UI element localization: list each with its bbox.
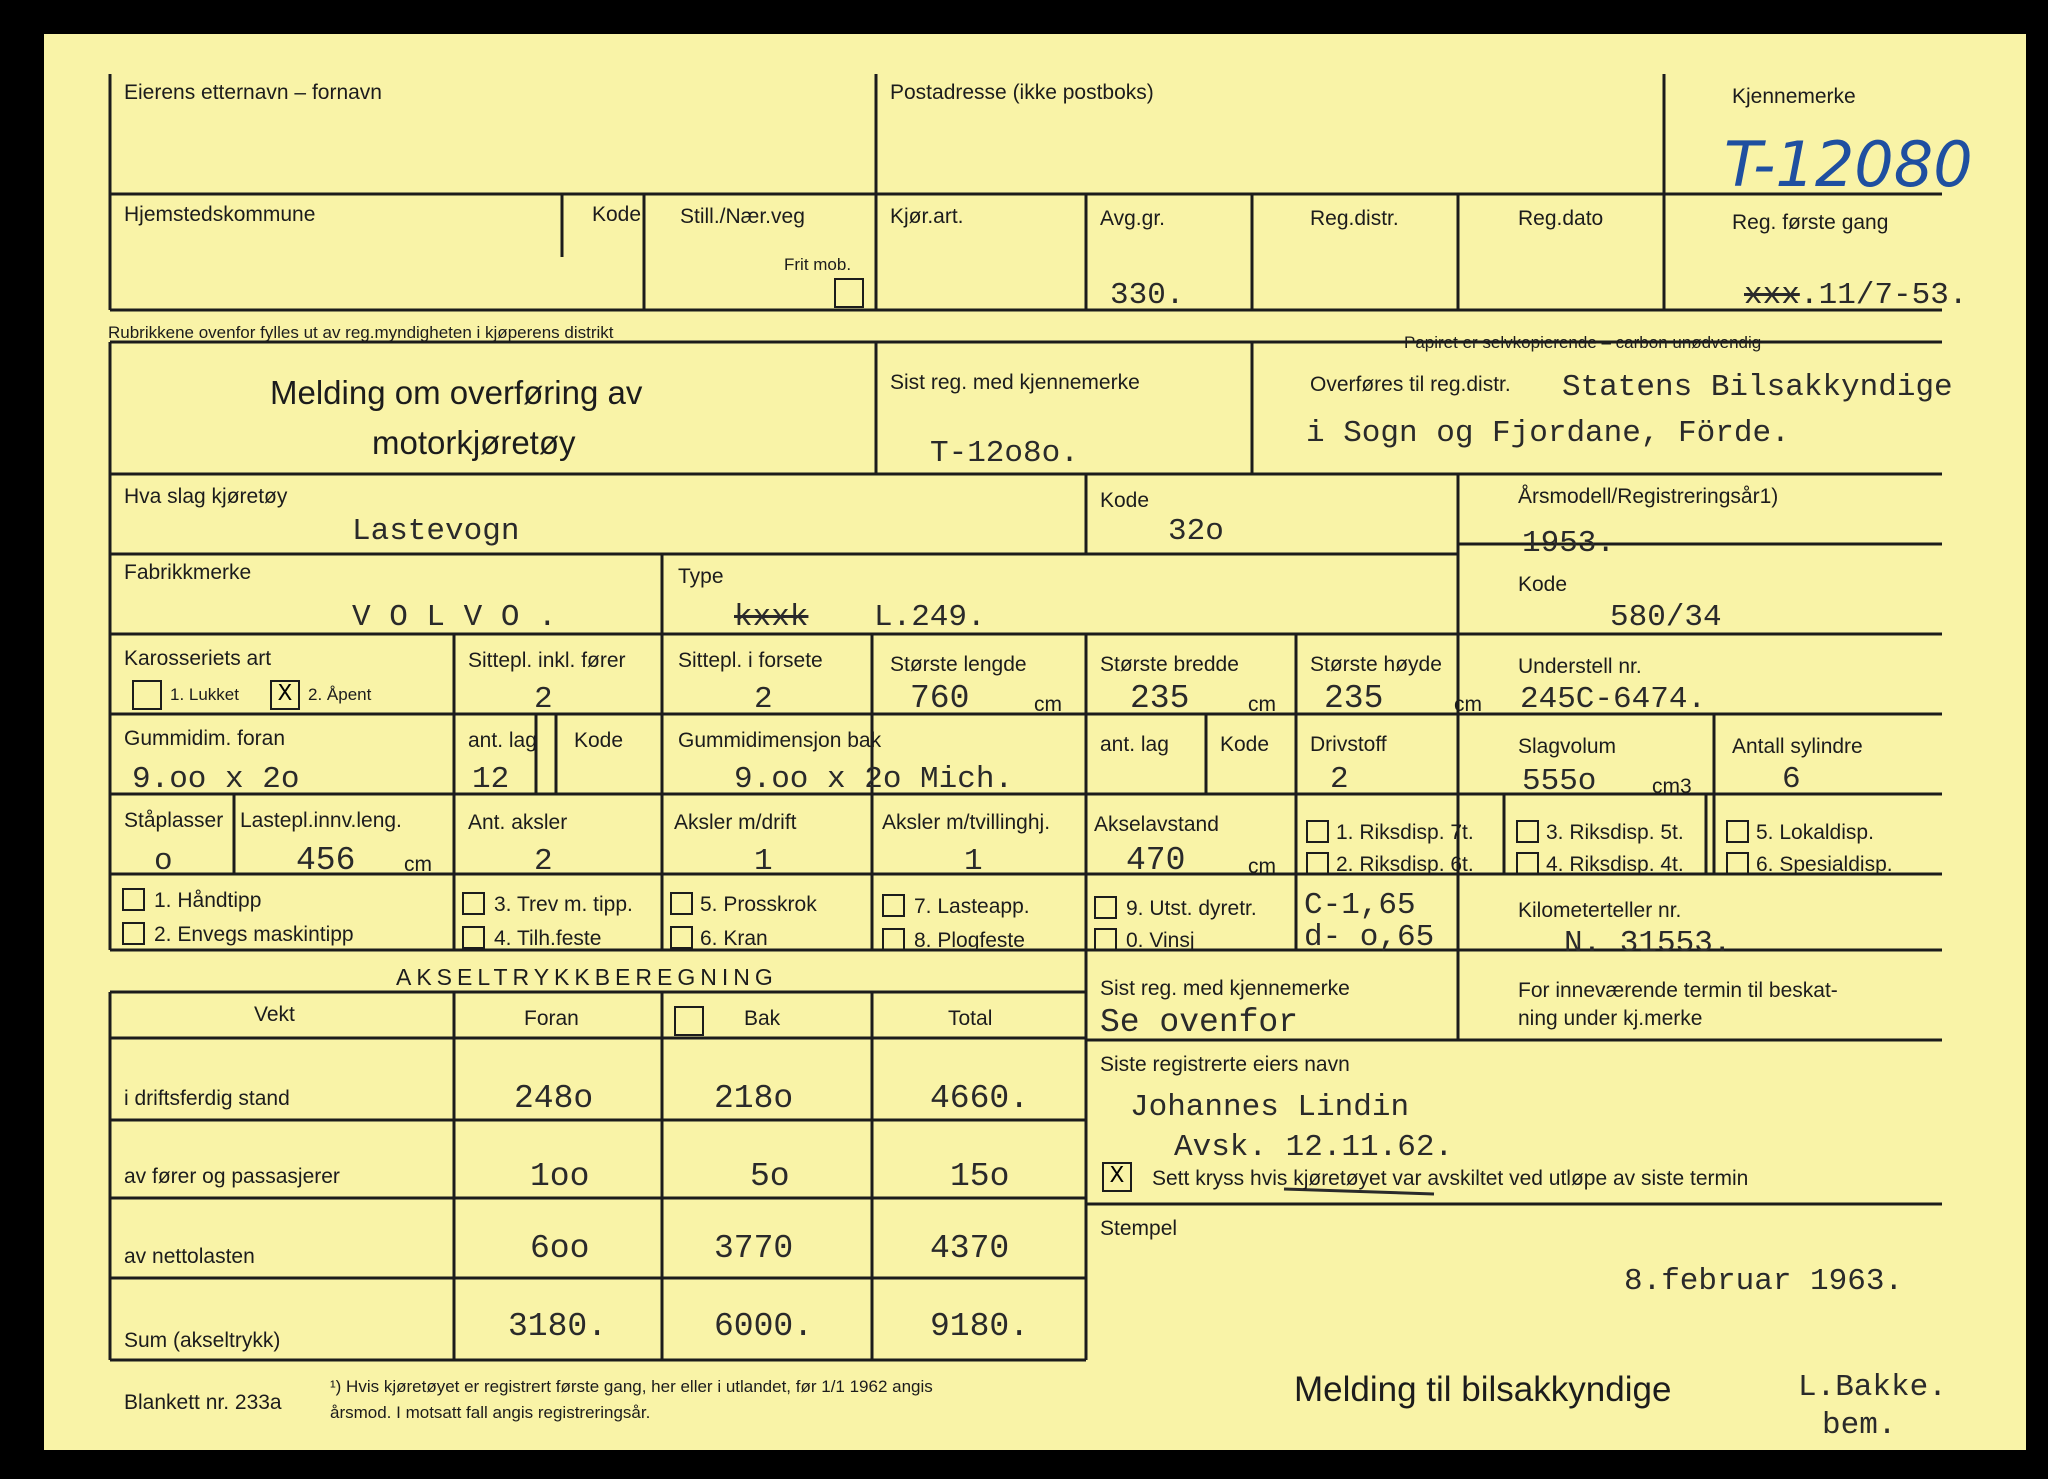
make-label: Fabrikkmerke xyxy=(124,561,252,584)
cylinders-value: 6 xyxy=(1782,762,1801,797)
body-open-label: 2. Åpent xyxy=(308,685,372,704)
col-front-header: Foran xyxy=(524,1007,579,1030)
model-year-value: 1953. xyxy=(1522,526,1616,561)
col-total-header: Total xyxy=(948,1007,993,1030)
signature-line-2: bem. xyxy=(1822,1408,1897,1443)
exemption-2-checkbox[interactable] xyxy=(1306,852,1329,875)
max-width-label: Største bredde xyxy=(1100,653,1239,676)
first-registration-date: .11/7-53. xyxy=(1800,278,1968,313)
row-sum-label: Sum (akseltrykk) xyxy=(124,1329,281,1352)
equip-0-checkbox[interactable] xyxy=(1094,928,1117,951)
equip-2-label: 2. Envegs maskintipp xyxy=(154,923,354,946)
stamp-label: Stempel xyxy=(1100,1217,1178,1240)
equip-7-label: 7. Lasteapp. xyxy=(914,895,1030,918)
exemption-6-label: 6. Spesialdisp. xyxy=(1756,853,1893,876)
equip-2-checkbox[interactable] xyxy=(122,922,145,945)
postal-address-label: Postadresse (ikke postboks) xyxy=(890,81,1154,104)
ply-rear-label: ant. lag xyxy=(1100,733,1169,756)
registration-form-card xyxy=(44,34,2026,1450)
cargo-length-unit: cm xyxy=(404,853,432,876)
current-term-label-2: ning under kj.merke xyxy=(1518,1007,1703,1030)
twin-wheel-axles-value: 1 xyxy=(964,844,983,879)
registration-mark-label: Kjennemerke xyxy=(1732,85,1856,108)
exemption-4-label: 4. Riksdisp. 4t. xyxy=(1546,853,1684,876)
ply-front-value: 12 xyxy=(472,762,510,797)
axle-calc-heading: AKSELTRYKKBEREGNING xyxy=(396,964,778,990)
type-struck-value: kxxk xyxy=(734,600,809,635)
footnote-line-2: årsmod. I motsatt fall angis registreringsår. xyxy=(330,1403,651,1422)
tyre-rear-label: Gummidimensjon bak xyxy=(678,729,882,752)
fee-exempt-label: Frit mob. xyxy=(784,255,852,274)
max-height-label: Største høyde xyxy=(1310,653,1442,676)
equip-8-label: 8. Plogfeste xyxy=(914,929,1025,952)
reg-date-label: Reg.dato xyxy=(1518,207,1604,230)
driver-front: 1oo xyxy=(530,1158,590,1195)
d-value: d- o,65 xyxy=(1304,920,1435,955)
exemption-2-label: 2. Riksdisp. 6t. xyxy=(1336,853,1474,876)
equip-9-label: 9. Utst. dyretr. xyxy=(1126,897,1257,920)
odometer-value: N. 31553. xyxy=(1564,926,1732,961)
vehicle-kind-value: Lastevogn xyxy=(352,514,520,549)
driven-axles-label: Aksler m/drift xyxy=(674,811,797,834)
last-owner-label: Siste registrerte eiers navn xyxy=(1100,1053,1350,1076)
equip-7-checkbox[interactable] xyxy=(882,894,905,917)
fuel-label: Drivstoff xyxy=(1310,733,1387,756)
equip-5-checkbox[interactable] xyxy=(670,892,693,915)
max-width-value: 235 xyxy=(1130,680,1190,717)
deregistered-note: Sett kryss hvis kjøretøyet var avskiltet ved utløpe av siste termin xyxy=(1152,1167,1749,1190)
equip-6-label: 6. Kran xyxy=(700,927,768,950)
footnote-line-1: ¹) Hvis kjøretøyet er registrert første gang, her eller i utlandet, før 1/1 1962 angis xyxy=(330,1377,933,1396)
wheelbase-label: Akselavstand xyxy=(1094,813,1219,836)
displacement-unit: cm3 xyxy=(1652,775,1692,798)
max-height-value: 235 xyxy=(1324,680,1384,717)
type-value: L.249. xyxy=(874,600,986,635)
exemption-1-checkbox[interactable] xyxy=(1306,820,1329,843)
row-curb-label: i driftsferdig stand xyxy=(124,1087,290,1110)
deregistered-date: Avsk. 12.11.62. xyxy=(1174,1130,1454,1165)
seats-front-label: Sittepl. i forsete xyxy=(678,649,823,672)
wheelbase-value: 470 xyxy=(1126,842,1186,879)
ply-front-code-label: Kode xyxy=(574,729,624,752)
type-code-value: 580/34 xyxy=(1610,600,1722,635)
equip-3-checkbox[interactable] xyxy=(462,892,485,915)
max-length-value: 760 xyxy=(910,680,970,717)
exemption-6-checkbox[interactable] xyxy=(1726,852,1749,875)
tyre-front-value: 9.oo x 2o xyxy=(132,762,300,797)
equip-0-label: 0. Vinsj xyxy=(1126,929,1195,952)
position-label: Still./Nær.veg xyxy=(680,205,805,228)
first-registration-label: Reg. første gang xyxy=(1732,211,1889,234)
body-closed-checkbox[interactable] xyxy=(132,680,162,710)
model-year-label: Årsmodell/Registreringsår1) xyxy=(1518,485,1779,508)
max-length-unit: cm xyxy=(1034,693,1062,716)
signature-line-1: L.Bakke. xyxy=(1798,1370,1947,1405)
owner-name-label: Eierens etternavn – fornavn xyxy=(124,81,382,104)
row-net-label: av nettolasten xyxy=(124,1245,255,1268)
body-closed-label: 1. Lukket xyxy=(170,685,239,704)
ply-front-label: ant. lag xyxy=(468,729,537,752)
equip-4-label: 4. Tilh.feste xyxy=(494,927,602,950)
exemption-3-label: 3. Riksdisp. 5t. xyxy=(1546,821,1684,844)
axles-value: 2 xyxy=(534,844,553,879)
home-municipality-label: Hjemstedskommune xyxy=(124,203,316,226)
rear-checkbox[interactable] xyxy=(674,1006,704,1036)
row-driver-label: av fører og passasjerer xyxy=(124,1165,340,1188)
fee-group-label: Avg.gr. xyxy=(1100,207,1165,230)
equip-3-label: 3. Trev m. tipp. xyxy=(494,893,633,916)
prev-reg-mark-label: Sist reg. med kjennemerke xyxy=(1100,977,1350,1000)
equip-6-checkbox[interactable] xyxy=(670,926,693,949)
transfer-to-line-2: i Sogn og Fjordane, Förde. xyxy=(1306,416,1790,451)
footer-title: Melding til bilsakkyndige xyxy=(1294,1370,1672,1409)
transfer-to-label: Overføres til reg.distr. xyxy=(1310,373,1511,396)
seats-front-value: 2 xyxy=(754,682,773,717)
seats-incl-driver-value: 2 xyxy=(534,682,553,717)
wheelbase-unit: cm xyxy=(1248,855,1276,878)
tyre-front-label: Gummidim. foran xyxy=(124,727,286,750)
col-rear-header: Bak xyxy=(744,1007,781,1030)
curb-rear: 218o xyxy=(714,1080,794,1117)
exemption-3-checkbox[interactable] xyxy=(1516,820,1539,843)
displacement-label: Slagvolum xyxy=(1518,735,1617,758)
last-reg-mark-label: Sist reg. med kjennemerke xyxy=(890,371,1140,394)
kind-code-label: Kode xyxy=(1100,489,1150,512)
first-registration-struck-prefix: xxx xyxy=(1744,278,1800,313)
curb-total: 4660. xyxy=(930,1080,1030,1117)
form-title-line-2: motorkjøretøy xyxy=(372,424,576,461)
driver-total: 15o xyxy=(950,1158,1010,1195)
tyre-rear-value: 9.oo x 2o Mich. xyxy=(734,762,1014,797)
transfer-to-line-1: Statens Bilsakkyndige xyxy=(1562,370,1953,405)
carbon-note: Papiret er selvkopierende – carbon unødvendig xyxy=(1404,333,1762,352)
form-title-line-1: Melding om overføring av xyxy=(270,374,643,411)
axles-label: Ant. aksler xyxy=(468,811,568,834)
type-code-label: Kode xyxy=(1518,573,1568,596)
make-value: V O L V O . xyxy=(352,600,557,635)
net-total: 4370 xyxy=(930,1230,1010,1267)
prev-reg-mark-value: Se ovenfor xyxy=(1100,1004,1299,1041)
equip-8-checkbox[interactable] xyxy=(882,928,905,951)
type-label: Type xyxy=(678,565,724,588)
exemption-1-label: 1. Riksdisp. 7t. xyxy=(1336,821,1474,844)
chassis-no-label: Understell nr. xyxy=(1518,655,1642,678)
net-rear: 3770 xyxy=(714,1230,794,1267)
body-type-label: Karosseriets art xyxy=(124,647,272,670)
vehicle-type-code-label: Kjør.art. xyxy=(890,205,964,228)
sum-front: 3180. xyxy=(508,1308,608,1345)
net-front: 6oo xyxy=(530,1230,590,1267)
exemption-5-label: 5. Lokaldisp. xyxy=(1756,821,1874,844)
equip-4-checkbox[interactable] xyxy=(462,926,485,949)
chassis-no-value: 245C-6474. xyxy=(1520,682,1707,717)
seats-incl-driver-label: Sittepl. inkl. fører xyxy=(468,649,626,672)
handwritten-registration-mark: T-12080 xyxy=(1724,128,1973,201)
curb-front: 248o xyxy=(514,1080,594,1117)
driver-rear: 5o xyxy=(750,1158,790,1195)
fuel-value: 2 xyxy=(1330,762,1349,797)
max-length-label: Største lengde xyxy=(890,653,1027,676)
code-label: Kode xyxy=(592,203,642,226)
equip-1-label: 1. Håndtipp xyxy=(154,889,262,912)
standing-label: Ståplasser xyxy=(124,809,224,832)
exemption-5-checkbox[interactable] xyxy=(1726,820,1749,843)
current-term-label-1: For inneværende termin til beskat- xyxy=(1518,979,1838,1002)
cargo-length-value: 456 xyxy=(296,842,356,879)
reg-authority-note: Rubrikkene ovenfor fylles ut av reg.myndigheten i kjøperens distrikt xyxy=(108,323,614,342)
deregistered-checkbox[interactable]: X xyxy=(1102,1162,1132,1192)
equip-1-checkbox[interactable] xyxy=(122,888,145,911)
vehicle-kind-label: Hva slag kjøretøy xyxy=(124,485,288,508)
max-width-unit: cm xyxy=(1248,693,1276,716)
odometer-label: Kilometerteller nr. xyxy=(1518,899,1682,922)
fee-group-value: 330. xyxy=(1110,278,1185,313)
cargo-length-label: Lastepl.innv.leng. xyxy=(240,809,402,832)
sum-rear: 6000. xyxy=(714,1308,814,1345)
sum-total: 9180. xyxy=(930,1308,1030,1345)
reg-district-label: Reg.distr. xyxy=(1310,207,1399,230)
kind-code-value: 32o xyxy=(1168,514,1224,549)
driven-axles-value: 1 xyxy=(754,844,773,879)
standing-value: o xyxy=(154,844,173,879)
equip-5-label: 5. Prosskrok xyxy=(700,893,817,916)
equip-9-checkbox[interactable] xyxy=(1094,896,1117,919)
displacement-value: 555o xyxy=(1522,764,1597,799)
last-owner-value: Johannes Lindin xyxy=(1130,1090,1410,1125)
form-grid-lines xyxy=(44,34,2026,1450)
stamp-date: 8.februar 1963. xyxy=(1624,1264,1904,1299)
col-weight-header: Vekt xyxy=(254,1003,295,1026)
cylinders-label: Antall sylindre xyxy=(1732,735,1863,758)
exemption-4-checkbox[interactable] xyxy=(1516,852,1539,875)
max-height-unit: cm xyxy=(1454,693,1482,716)
last-reg-mark-value: T-12o8o. xyxy=(930,436,1079,471)
form-number: Blankett nr. 233a xyxy=(124,1391,282,1414)
c-value: C-1,65 xyxy=(1304,888,1416,923)
fee-exempt-checkbox[interactable] xyxy=(834,278,864,308)
body-open-checkbox[interactable]: X xyxy=(270,680,300,710)
twin-wheel-axles-label: Aksler m/tvillinghj. xyxy=(882,811,1051,834)
ply-rear-code-label: Kode xyxy=(1220,733,1270,756)
